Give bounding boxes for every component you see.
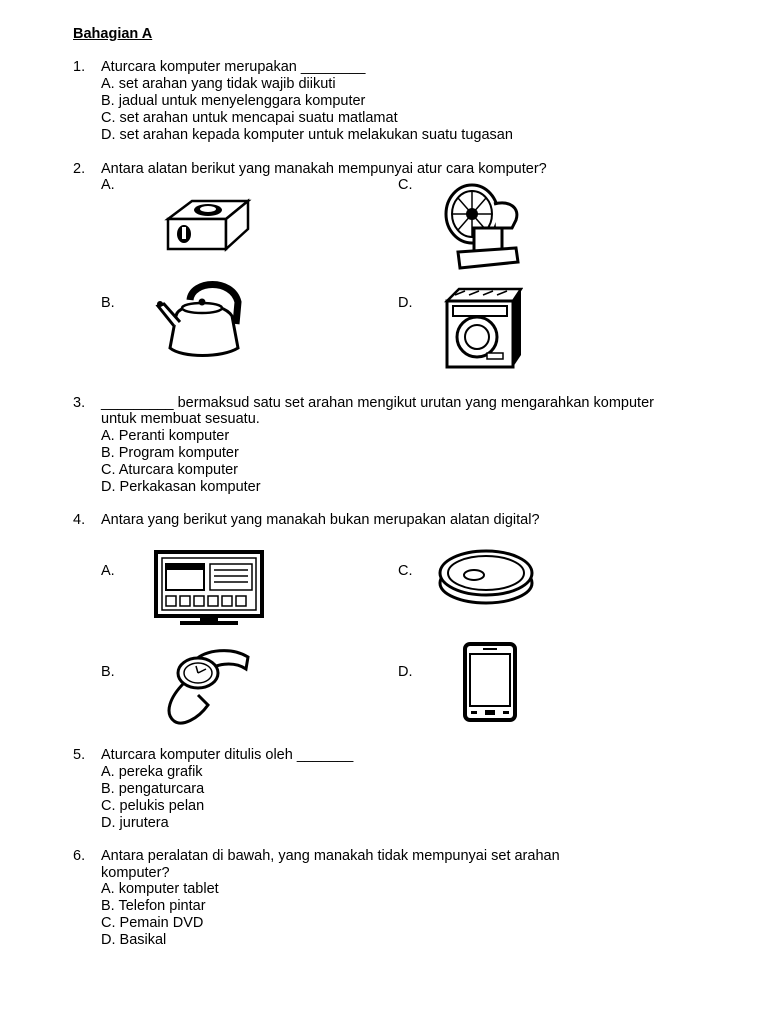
question-5-number: 5. — [73, 747, 86, 763]
question-3-text-line-1: _________ bermaksud satu set arahan mengikut urutan yang mengarahkan komputer — [101, 395, 654, 411]
washing-machine-icon — [443, 285, 523, 371]
question-5-option-d: D. jurutera — [101, 815, 169, 831]
plate-icon — [436, 545, 536, 607]
question-3-option-c: C. Aturcara komputer — [101, 462, 238, 478]
question-2-label-a: A. — [101, 177, 115, 193]
question-6-option-c: C. Pemain DVD — [101, 915, 204, 931]
question-1-option-a: A. set arahan yang tidak wajib diikuti — [101, 76, 336, 92]
question-3-option-a: A. Peranti komputer — [101, 428, 230, 444]
question-6-text-line-2: komputer? — [101, 865, 170, 881]
question-2-label-b: B. — [101, 295, 115, 311]
kettle-icon — [152, 272, 247, 360]
question-5-text: Aturcara komputer ditulis oleh _______ — [101, 747, 354, 763]
question-5-option-a: A. pereka grafik — [101, 764, 203, 780]
section-heading: Bahagian A — [73, 26, 153, 42]
question-6-number: 6. — [73, 848, 86, 864]
question-2-text: Antara alatan berikut yang manakah mempunyai atur cara komputer? — [101, 161, 547, 177]
question-4-text: Antara yang berikut yang manakah bukan merupakan alatan digital? — [101, 512, 540, 528]
question-3-text-line-2: untuk membuat sesuatu. — [101, 411, 260, 427]
question-1-number: 1. — [73, 59, 86, 75]
question-4-label-c: C. — [398, 563, 413, 579]
monitor-icon — [154, 550, 264, 628]
question-4-label-d: D. — [398, 664, 413, 680]
question-4-number: 4. — [73, 512, 86, 528]
question-1-option-c: C. set arahan untuk mencapai suatu matlamat — [101, 110, 398, 126]
question-6-option-b: B. Telefon pintar — [101, 898, 206, 914]
smartphone-icon — [461, 640, 519, 724]
question-5-option-b: B. pengaturcara — [101, 781, 205, 797]
question-2-number: 2. — [73, 161, 86, 177]
question-6-option-a: A. komputer tablet — [101, 881, 219, 897]
fan-icon — [440, 182, 522, 272]
question-3-option-d: D. Perkakasan komputer — [101, 479, 261, 495]
question-4-label-a: A. — [101, 563, 115, 579]
question-4-label-b: B. — [101, 664, 115, 680]
question-1-option-d: D. set arahan kepada komputer untuk melakukan suatu tugasan — [101, 127, 513, 143]
question-6-text-line-1: Antara peralatan di bawah, yang manakah tidak mempunyai set arahan — [101, 848, 560, 864]
question-6-option-d: D. Basikal — [101, 932, 167, 948]
question-1-option-b: B. jadual untuk menyelenggara komputer — [101, 93, 366, 109]
question-3-option-b: B. Program komputer — [101, 445, 239, 461]
question-1-text: Aturcara komputer merupakan ________ — [101, 59, 366, 75]
question-5-option-c: C. pelukis pelan — [101, 798, 205, 814]
watch-icon — [154, 643, 254, 727]
question-2-label-c: C. — [398, 177, 413, 193]
question-3-number: 3. — [73, 395, 86, 411]
stove-icon — [162, 195, 252, 255]
question-2-label-d: D. — [398, 295, 413, 311]
